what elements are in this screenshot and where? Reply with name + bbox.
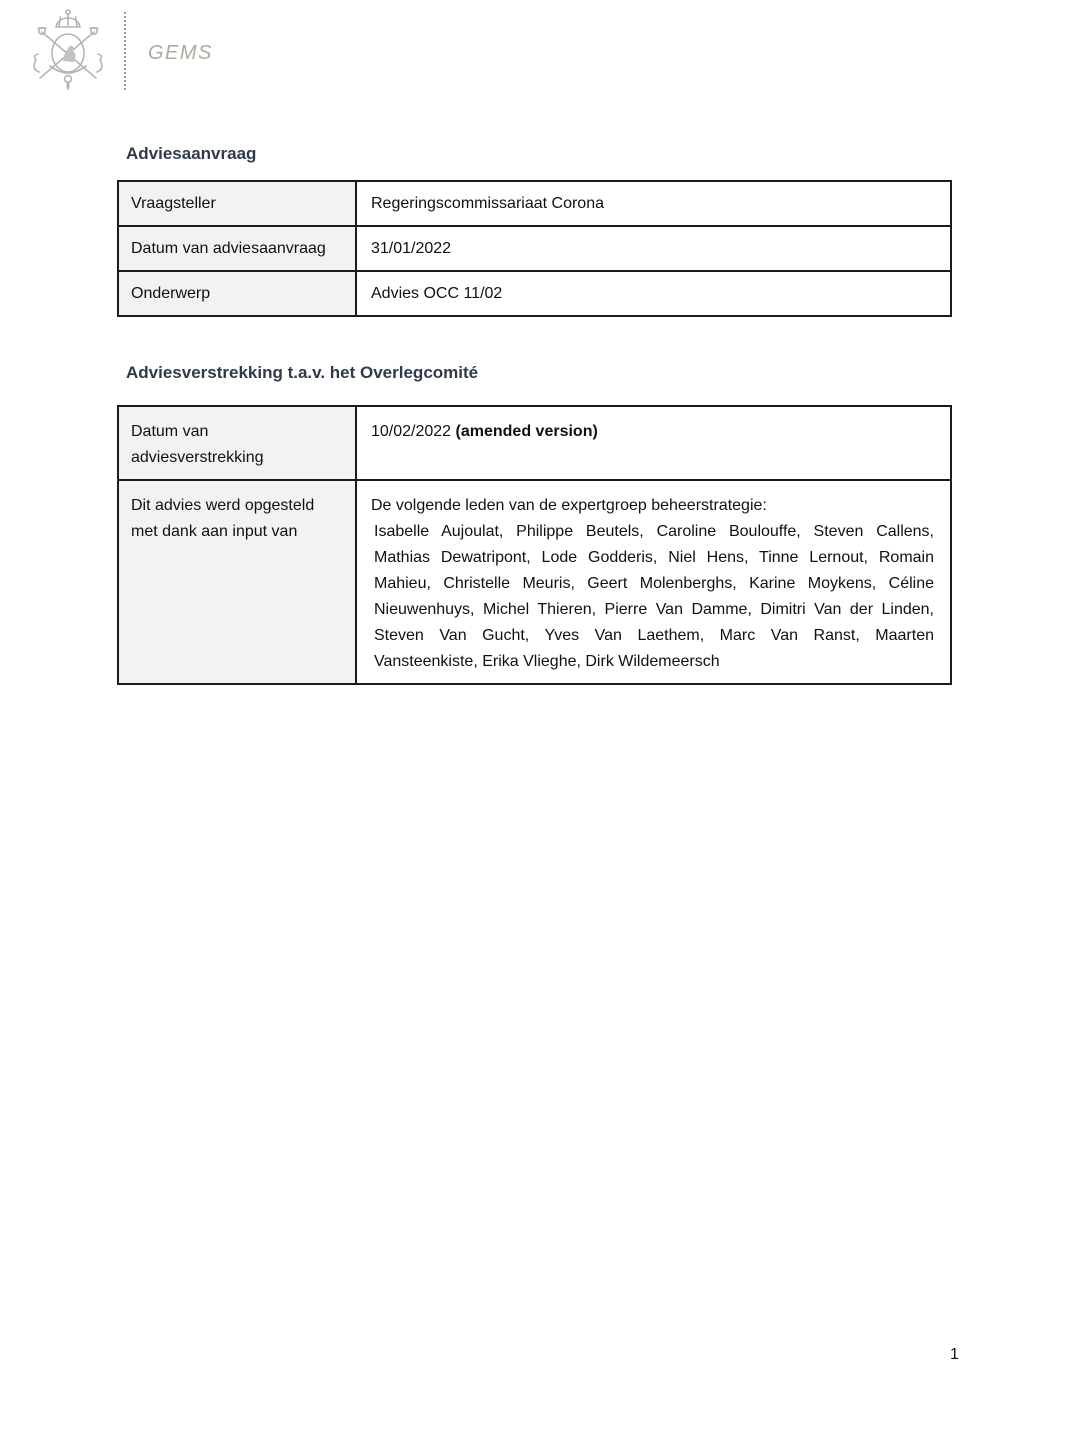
- row-label: Vraagsteller: [118, 181, 356, 226]
- expert-names: Isabelle Aujoulat, Philippe Beutels, Caroline Boulouffe, Steven Callens, Mathias Dewatripont, Lode Godderis, Niel Hens, Tinne Lernout, Romain Mahieu, Christelle Meuris, Geert Molenberghs, Karine Moykens, Céline Nieuwenhuys, Michel Thieren, Pierre Van Damme, Dimitri Van der Linden, Steven Van Gucht, Yves Van Laethem, Marc Van Ranst, Maarten Vansteenkiste, Erika Vlieghe, Dirk Wildemeersch: [374, 523, 934, 670]
- row-label: Datum van adviesverstrekking: [118, 406, 356, 480]
- section-title-adviesaanvraag: Adviesaanvraag: [126, 144, 257, 163]
- brand-gems: GEMS: [148, 42, 213, 64]
- amended-version-note: (amended version): [455, 423, 598, 440]
- table-row: [118, 406, 951, 480]
- header-divider: [124, 12, 126, 90]
- row-value: Regeringscommissariaat Corona: [356, 181, 951, 226]
- row-label: Dit advies werd opgesteld met dank aan input van: [118, 480, 356, 684]
- row-value: [356, 406, 951, 480]
- row-value: Advies OCC 11/02: [356, 271, 951, 316]
- table-row: [118, 226, 951, 271]
- adviesverstrekking-table: [117, 405, 952, 685]
- row-value: [356, 480, 951, 684]
- table-row: [118, 271, 951, 316]
- table-row: [118, 480, 951, 684]
- section-title-adviesverstrekking: Adviesverstrekking t.a.v. het Overlegcomité: [126, 363, 479, 382]
- coat-of-arms-logo: [26, 8, 110, 94]
- table-row: [118, 181, 951, 226]
- page-number: 1: [950, 1346, 959, 1363]
- advice-date: 10/02/2022: [371, 423, 452, 440]
- expert-group-intro: De volgende leden van de expertgroep beheerstrategie:: [371, 497, 767, 514]
- adviesaanvraag-table: [117, 180, 952, 317]
- row-value: 31/01/2022: [356, 226, 951, 271]
- row-label: Datum van adviesaanvraag: [118, 226, 356, 271]
- row-label: Onderwerp: [118, 271, 356, 316]
